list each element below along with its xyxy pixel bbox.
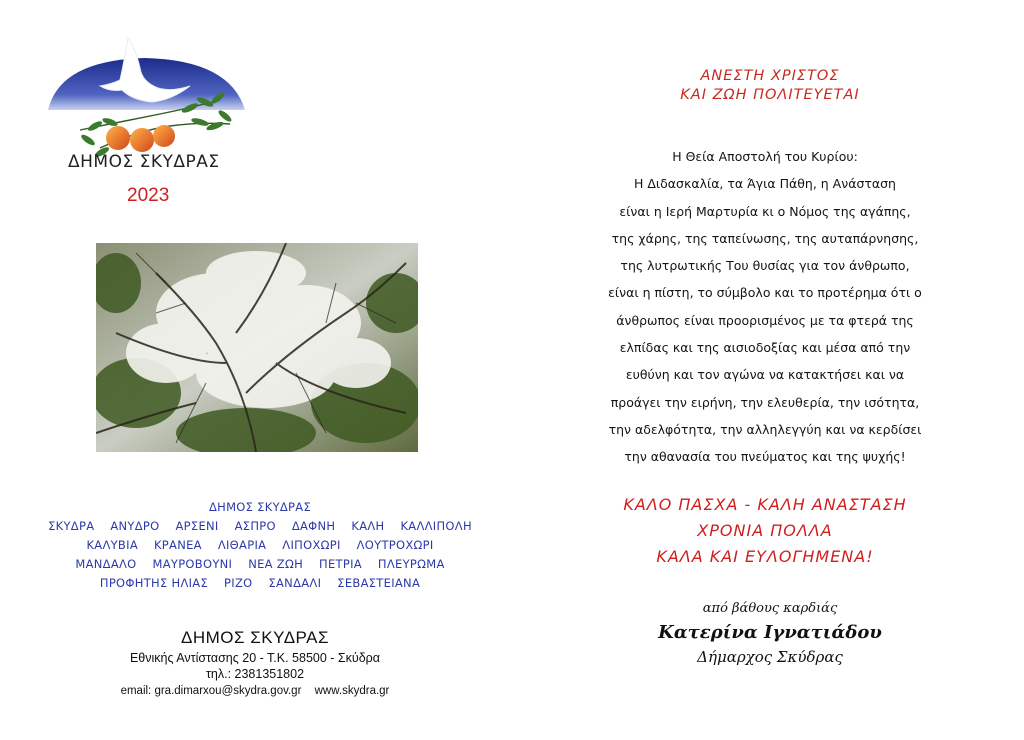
- village-name: ΚΑΛΥΒΙΑ: [86, 538, 138, 552]
- contact-links: [95, 682, 415, 700]
- village-name: ΚΑΛΗ: [351, 519, 385, 533]
- logo-text: ΔΗΜΟΣ ΣΚΥΔΡΑΣ: [68, 152, 220, 172]
- village-name: ΛΙΘΑΡΙΑ: [217, 538, 267, 552]
- village-name: ΔΑΦΝΗ: [291, 519, 336, 533]
- contact-address: Εθνικής Αντίστασης 20 - Τ.Κ. 58500 - Σκύδρα: [129, 651, 381, 665]
- message-line: είναι η Ιερή Μαρτυρία κι ο Νόμος της αγάπης,: [619, 203, 911, 219]
- easter-heading: [600, 67, 940, 105]
- village-name: ΚΑΛΛΙΠΟΛΗ: [400, 519, 472, 533]
- village-name: ΜΑΝΔΑΛΟ: [75, 557, 137, 571]
- wish-line: ΚΑΛΑ ΚΑΙ ΕΥΛΟΓΗΜΕΝΑ!: [656, 547, 874, 566]
- contact-email[interactable]: email: gra.dimarxou@skydra.gov.gr: [120, 685, 302, 697]
- villages-list: [30, 498, 490, 593]
- message-line: άνθρωπος είναι προορισμένος με τα φτερά της: [616, 312, 914, 328]
- blossom-tree-photo: [96, 243, 418, 452]
- message-line: την αδελφότητα, την αλληλεγγύη και να κερδίσει: [608, 421, 922, 437]
- message-line: της χάρης, της ταπείνωσης, της αυταπάρνησης,: [611, 230, 919, 246]
- message-line: Η Διδασκαλία, τα Άγια Πάθη, η Ανάσταση: [634, 176, 896, 192]
- signature-role: Δήμαρχος Σκύδρας: [697, 648, 843, 666]
- year-label: 2023: [127, 185, 170, 206]
- villages-row: [30, 517, 490, 536]
- village-name: ΠΡΟΦΗΤΗΣ ΗΛΙΑΣ: [99, 576, 209, 590]
- message-line: ελπίδας και της αισιοδοξίας και μέσα από την: [619, 340, 911, 356]
- signature-intro: από βάθους καρδιάς: [702, 601, 838, 616]
- message-line: προάγει την ειρήνη, την ελευθερία, την ισότητα,: [610, 394, 920, 410]
- message-line: την αθανασία του πνεύματος και της ψυχής!: [624, 449, 906, 465]
- village-name: ΜΑΥΡΟΒΟΥΝΙ: [152, 557, 233, 571]
- village-name: ΣΑΝΔΑΛΙ: [268, 576, 322, 590]
- message-line: Η Θεία Αποστολή του Κυρίου:: [672, 149, 858, 164]
- greeting-message: [560, 143, 970, 471]
- contact-title: ΔΗΜΟΣ ΣΚΥΔΡΑΣ: [181, 628, 329, 647]
- village-name: ΑΡΣΕΝΙ: [175, 519, 219, 533]
- contact-block: [95, 628, 415, 700]
- village-name: ΛΟΥΤΡΟΧΩΡΙ: [356, 538, 434, 552]
- message-line: ευθύνη και τον αγώνα να κατακτήσει και να: [625, 367, 905, 383]
- message-line: είναι η πίστη, το σύμβολο και το προτέρημα ότι ο: [608, 285, 922, 301]
- easter-wishes: [560, 492, 970, 570]
- message-line: της λυτρωτικής Του θυσίας για τον άνθρωπο,: [620, 258, 910, 274]
- village-name: ΝΕΑ ΖΩΗ: [248, 557, 304, 571]
- signature-block: [600, 598, 940, 668]
- village-name: ΣΚΥΔΡΑ: [48, 519, 95, 533]
- contact-website[interactable]: www.skydra.gr: [314, 685, 390, 697]
- wish-line: ΧΡΟΝΙΑ ΠΟΛΛΑ: [697, 521, 833, 540]
- wish-line: ΚΑΛΟ ΠΑΣΧΑ - ΚΑΛΗ ΑΝΑΣΤΑΣΗ: [623, 495, 907, 514]
- village-name: ΠΕΤΡΙΑ: [319, 557, 362, 571]
- villages-row: [30, 536, 490, 555]
- villages-row: [30, 555, 490, 574]
- village-name: ΡΙΖΟ: [224, 576, 253, 590]
- villages-row: [30, 574, 490, 593]
- village-name: ΣΕΒΑΣΤΕΙΑΝΑ: [337, 576, 421, 590]
- heading-line: ΚΑΙ ΖΩΗ ΠΟΛΙΤΕΥΕΤΑΙ: [680, 87, 860, 103]
- village-name: ΑΝΥΔΡΟ: [110, 519, 160, 533]
- village-name: ΚΡΑΝΕΑ: [153, 538, 202, 552]
- village-name: ΛΙΠΟΧΩΡΙ: [282, 538, 341, 552]
- villages-title: ΔΗΜΟΣ ΣΚΥΔΡΑΣ: [208, 500, 312, 514]
- contact-phone: τηλ.: 2381351802: [205, 667, 305, 681]
- village-name: ΠΛΕΥΡΩΜΑ: [377, 557, 445, 571]
- heading-line: ΑΝΕΣΤΗ ΧΡΙΣΤΟΣ: [700, 68, 840, 84]
- signature-name: Κατερίνα Ιγνατιάδου: [658, 622, 882, 643]
- village-name: ΑΣΠΡΟ: [234, 519, 276, 533]
